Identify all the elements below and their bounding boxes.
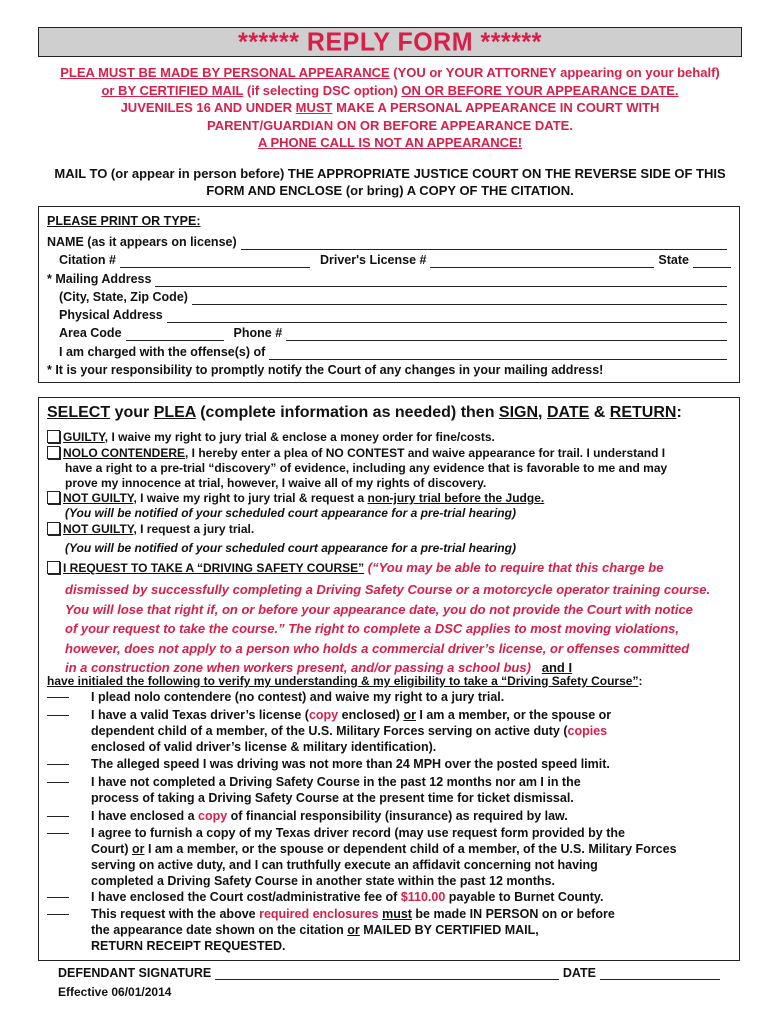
r2c: I am a member, or the spouse or bbox=[415, 708, 612, 722]
r5b: of financial responsibility (insurance) as required by law. bbox=[227, 809, 568, 823]
r6c: serving on active duty, and I can truthfully execute an affidavit concerning not having bbox=[91, 858, 598, 872]
effective-date: Effective 06/01/2014 bbox=[58, 985, 172, 999]
intro-attorney: (YOU or YOUR ATTORNEY appearing on your behalf) bbox=[389, 65, 720, 80]
h-amp: & bbox=[589, 404, 610, 421]
r6b2: I am a member, or the spouse or dependent child of a member, of the U.S. Military Forces bbox=[144, 842, 677, 856]
physical-field[interactable] bbox=[167, 310, 727, 323]
r8b: be made IN PERSON on or before bbox=[411, 907, 615, 921]
area-code-field[interactable] bbox=[126, 328, 224, 341]
dsc-red5: however, does not apply to a person who holds a commercial driver’s license, or offenses committed bbox=[65, 640, 690, 656]
r2or: or bbox=[403, 708, 416, 722]
r2e: enclosed of valid driver’s license & military identification). bbox=[91, 740, 437, 754]
intro-phone-warning: A PHONE CALL IS NOT AN APPEARANCE! bbox=[257, 135, 523, 150]
req-3: The alleged speed I was driving was not more than 24 MPH over the posted speed limit. bbox=[91, 757, 610, 771]
ng2-label: NOT GUILTY bbox=[63, 522, 134, 536]
r2b: enclosed) bbox=[338, 708, 404, 722]
mail-to-line2: FORM AND ENCLOSE (or bring) A COPY OF THE CITATION. bbox=[206, 183, 574, 198]
r5a: I have enclosed a bbox=[91, 809, 198, 823]
dsc-and-i: and I bbox=[541, 660, 573, 675]
guilty-checkbox[interactable] bbox=[47, 430, 60, 443]
form-title: ****** REPLY FORM ****** bbox=[238, 26, 542, 57]
r6a: I agree to furnish a copy of my Texas driver record (may use request form provided by the bbox=[91, 826, 625, 840]
physical-label: Physical Address bbox=[59, 308, 163, 322]
date-field[interactable] bbox=[600, 967, 720, 980]
area-code-label: Area Code bbox=[59, 326, 122, 340]
city-label: (City, State, Zip Code) bbox=[59, 290, 188, 304]
signature-row bbox=[58, 966, 720, 980]
req-4 bbox=[91, 774, 731, 806]
guilty-label: GUILTY bbox=[63, 430, 105, 444]
req-5 bbox=[91, 808, 731, 824]
offense-field[interactable] bbox=[269, 347, 727, 360]
h-your: your bbox=[110, 404, 154, 421]
dsc-initial-colon: : bbox=[638, 674, 643, 688]
dsc-warning bbox=[65, 580, 731, 678]
ng2-note: (You will be notified of your scheduled court appearance for a pre-trial hearing) bbox=[65, 541, 516, 555]
address-notice: * It is your responsibility to promptly notify the Court of any changes in your mailing address! bbox=[47, 363, 604, 377]
nolo-label: NOLO CONTENDERE bbox=[63, 446, 186, 460]
intro-juveniles: JUVENILES 16 AND UNDER bbox=[120, 100, 296, 115]
initial-blank-2[interactable] bbox=[47, 715, 69, 716]
mail-to-instructions bbox=[40, 165, 740, 199]
intro-parent: PARENT/GUARDIAN ON OR BEFORE APPEARANCE DATE. bbox=[207, 117, 573, 133]
r6or: or bbox=[131, 842, 145, 856]
plea-selection-box bbox=[38, 397, 740, 961]
citation-field[interactable] bbox=[120, 255, 310, 268]
intro-certified: or BY CERTIFIED MAIL bbox=[101, 82, 244, 98]
h-plea: PLEA bbox=[153, 404, 196, 421]
h-sign: SIGN bbox=[498, 404, 539, 421]
initial-blank-8[interactable] bbox=[47, 914, 69, 915]
not-guilty-jury-checkbox[interactable] bbox=[47, 522, 60, 535]
name-field[interactable] bbox=[241, 237, 727, 250]
ng1-note: (You will be notified of your scheduled court appearance for a pre-trial hearing) bbox=[65, 506, 516, 520]
r4b: process of taking a Driving Safety Course at the present time for ticket dismissal. bbox=[91, 791, 574, 805]
r8c2: MAILED BY CERTIFIED MAIL, bbox=[359, 923, 539, 937]
initial-blank-1[interactable] bbox=[47, 697, 69, 698]
initial-blank-7[interactable] bbox=[47, 897, 69, 898]
info-heading: PLEASE PRINT OR TYPE: bbox=[47, 214, 201, 228]
dsc-red3: You will lose that right if, on or before your appearance date, you do not provide the Court with notice bbox=[65, 601, 693, 617]
dsc-red2: dismissed by successfully completing a Driving Safety Course or a motorcycle operator training course. bbox=[65, 582, 711, 597]
h-return: RETURN bbox=[609, 404, 677, 421]
mailing-label: * Mailing Address bbox=[47, 272, 152, 286]
initial-blank-3[interactable] bbox=[47, 764, 69, 765]
h-date: DATE bbox=[546, 404, 590, 421]
license-field[interactable] bbox=[430, 255, 654, 268]
dsc-red4: of your request to take the course.” The right to complete a DSC applies to most moving violations, bbox=[65, 621, 679, 636]
nolo-text1: , I hereby enter a plea of NO CONTEST and waive appearance for trail. I understand I bbox=[185, 446, 666, 460]
name-label: NAME (as it appears on license) bbox=[47, 235, 237, 249]
state-field[interactable] bbox=[693, 255, 731, 268]
req-6 bbox=[91, 825, 731, 889]
r8d: RETURN RECEIPT REQUESTED. bbox=[91, 939, 286, 953]
guilty-text: , I waive my right to jury trial & enclose a money order for fine/costs. bbox=[104, 430, 495, 444]
signature-field[interactable] bbox=[215, 967, 559, 980]
title-bar bbox=[38, 27, 742, 57]
intro-must: MUST bbox=[295, 100, 333, 115]
initial-blank-6[interactable] bbox=[47, 833, 69, 834]
intro-appearance: PLEA MUST BE MADE BY PERSONAL APPEARANCE bbox=[60, 65, 390, 80]
dsc-checkbox[interactable] bbox=[47, 561, 60, 574]
initial-blank-5[interactable] bbox=[47, 816, 69, 817]
ng1-nonjury: non-jury trial before the Judge. bbox=[367, 491, 545, 505]
req-8 bbox=[91, 906, 731, 954]
dsc-initial: have initialed the following to verify my understanding & my eligibility to take a “Driving Safety Course” bbox=[47, 674, 639, 688]
r7fee: $110.00 bbox=[400, 890, 446, 904]
offense-label: I am charged with the offense(s) of bbox=[59, 345, 266, 359]
dsc-label: I REQUEST TO TAKE A “DRIVING SAFETY COURSE” bbox=[63, 561, 365, 575]
r8a: This request with the above bbox=[91, 907, 260, 921]
r2copies: copies bbox=[567, 724, 608, 738]
plea-intro bbox=[40, 64, 740, 152]
mail-to-line1: MAIL TO (or appear in person before) THE APPROPRIATE JUSTICE COURT ON THE REVERSE SIDE OF THIS bbox=[54, 166, 726, 181]
ng2-text: , I request a jury trial. bbox=[133, 522, 255, 536]
r4a: I have not completed a Driving Safety Course in the past 12 months nor am I in the bbox=[91, 775, 581, 789]
r7b: payable to Burnet County. bbox=[445, 890, 604, 904]
plea-heading bbox=[47, 404, 682, 422]
dsc-red1: (“You may be able to require that this charge be bbox=[364, 560, 664, 575]
phone-field[interactable] bbox=[286, 328, 727, 341]
r6d: completed a Driving Safety Course in another state within the past 12 months. bbox=[91, 874, 555, 888]
dsc-red6: in a construction zone when workers present, and/or passing a school bus) bbox=[65, 660, 531, 675]
intro-dsc: (if selecting DSC option) bbox=[243, 82, 402, 98]
req-7 bbox=[91, 889, 731, 905]
h-select: SELECT bbox=[47, 404, 111, 421]
h-comma: , bbox=[538, 404, 547, 421]
ng1-label: NOT GUILTY bbox=[63, 491, 134, 505]
date-label: DATE bbox=[562, 966, 596, 980]
r8req: required enclosures bbox=[259, 907, 379, 921]
not-guilty-nonjury-checkbox[interactable] bbox=[47, 491, 60, 504]
defendant-info-box bbox=[38, 206, 740, 383]
citation-label: Citation # bbox=[59, 253, 116, 267]
r8c1: the appearance date shown on the citation bbox=[91, 923, 348, 937]
r6b1: Court) bbox=[91, 842, 132, 856]
r7a: I have enclosed the Court cost/administrative fee of bbox=[91, 890, 401, 904]
r2a: I have a valid Texas driver’s license ( bbox=[91, 708, 309, 722]
r8or: or bbox=[347, 923, 360, 937]
nolo-text3: prove my innocence at trial, however, I waive all of my rights of discovery. bbox=[65, 476, 487, 490]
mailing-field[interactable] bbox=[155, 274, 727, 287]
r5copy: copy bbox=[198, 809, 228, 823]
r2copy: copy bbox=[308, 708, 339, 722]
ng1-text: , I waive my right to jury trial & request a bbox=[133, 491, 368, 505]
nolo-checkbox[interactable] bbox=[47, 446, 60, 459]
intro-before: ON OR BEFORE YOUR APPEARANCE DATE. bbox=[401, 82, 679, 98]
state-label: State bbox=[658, 253, 689, 267]
phone-label: Phone # bbox=[233, 326, 283, 340]
h-mid: (complete information as needed) then bbox=[195, 404, 499, 421]
city-field[interactable] bbox=[192, 292, 727, 305]
h-colon: : bbox=[676, 404, 682, 421]
initial-blank-4[interactable] bbox=[47, 782, 69, 783]
nolo-text2: have a right to a pre-trial “discovery” of evidence, including any evidence that is favorable to me and may bbox=[65, 461, 668, 475]
r8must: must bbox=[382, 907, 412, 921]
signature-label: DEFENDANT SIGNATURE bbox=[58, 966, 212, 980]
req-1: I plead nolo contendere (no contest) and waive my right to a jury trial. bbox=[91, 690, 505, 704]
req-2 bbox=[91, 707, 731, 755]
license-label: Driver's License # bbox=[319, 253, 427, 267]
intro-court: MAKE A PERSONAL APPEARANCE IN COURT WITH bbox=[332, 100, 660, 115]
r2d: dependent child of a member, of the U.S. Military Forces serving on active duty ( bbox=[91, 724, 568, 738]
